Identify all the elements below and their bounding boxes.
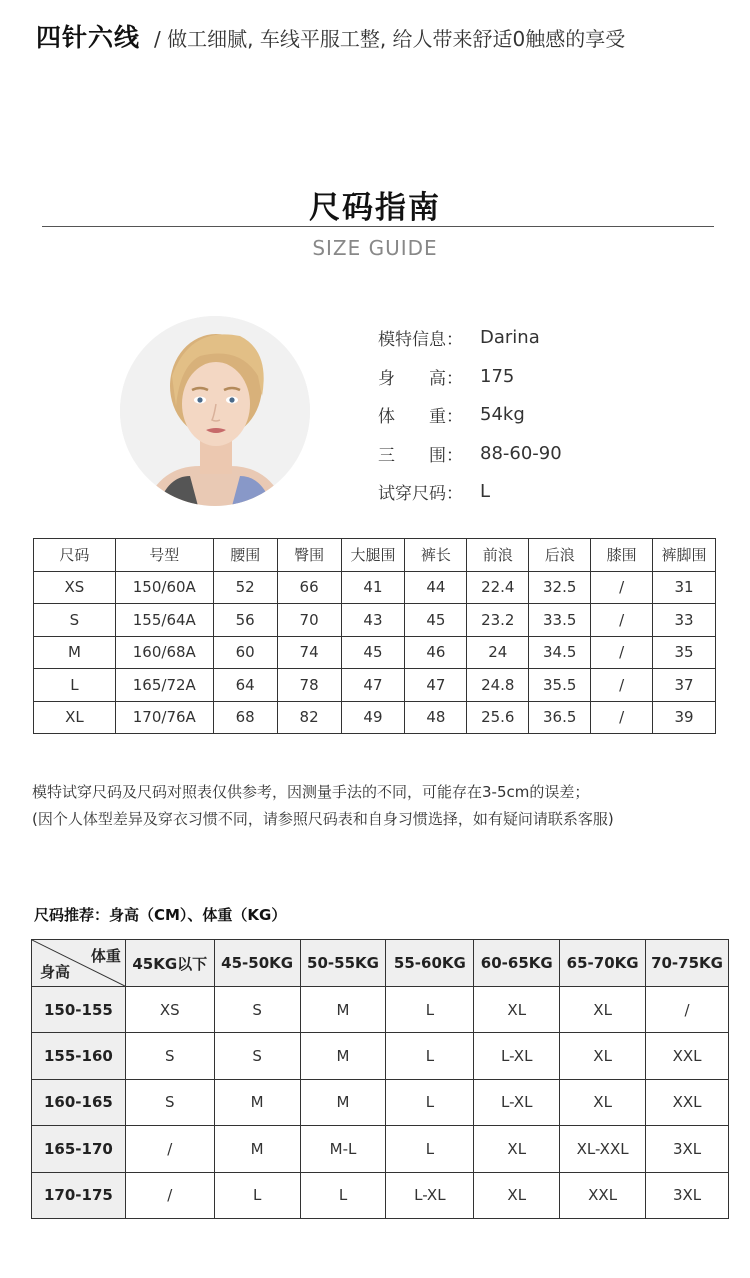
table-cell: 46 [405,636,467,669]
height-axis-label: 身高 [40,963,71,981]
size-chart-table [33,538,716,734]
table-cell: 35.5 [529,669,591,702]
table-cell: XL [560,987,646,1033]
table-cell: L-XL [474,1033,560,1079]
table-cell: 22.4 [467,571,529,604]
table-cell: L [386,987,474,1033]
table-cell: 44 [405,571,467,604]
height-row-header: 170-175 [32,1172,126,1218]
size-chart-header: 大腿围 [341,539,405,572]
size-chart-header: 前浪 [467,539,529,572]
table-cell: 155/64A [115,604,213,637]
header-strong: 四针六线 [36,23,141,52]
table-cell: 3XL [646,1126,729,1172]
table-cell: M [300,1033,386,1079]
size-chart-header-row [34,539,716,572]
size-guide-subtitle: SIZE GUIDE [312,236,438,260]
header-line [36,18,625,54]
corner-header-cell [32,940,126,987]
table-cell: 60 [213,636,277,669]
size-chart-header: 裤长 [405,539,467,572]
table-cell: 24.8 [467,669,529,702]
weight-column-header: 45-50KG [214,940,300,987]
table-cell: 33 [653,604,716,637]
table-cell: / [125,1126,214,1172]
table-cell: M [214,1079,300,1125]
model-info-key: 模特信息： [378,330,463,350]
table-cell: 41 [341,571,405,604]
table-cell: 34.5 [529,636,591,669]
table-row [34,669,716,702]
title-divider [42,226,714,227]
table-row [34,701,716,734]
table-cell: M [300,987,386,1033]
table-cell: 32.5 [529,571,591,604]
table-cell: / [591,701,653,734]
disclaimer-line-2: (因个人体型差异及穿衣习惯不同，请参照尺码表和自身习惯选择，如有疑问请联系客服) [32,810,614,828]
table-row [34,571,716,604]
table-cell: / [591,571,653,604]
table-cell: / [591,604,653,637]
size-chart-header: 臀围 [277,539,341,572]
table-row [32,1172,729,1218]
table-cell: L [214,1172,300,1218]
table-cell: S [214,1033,300,1079]
table-cell: L-XL [386,1172,474,1218]
table-cell: M-L [300,1126,386,1172]
model-portrait-image [120,316,310,506]
table-cell: XS [34,571,116,604]
table-cell: 68 [213,701,277,734]
table-cell: L [386,1033,474,1079]
table-cell: XXL [646,1079,729,1125]
table-cell: 78 [277,669,341,702]
model-info-value: 175 [480,365,515,387]
model-info-key: 试穿尺码： [378,484,463,504]
table-cell: 165/72A [115,669,213,702]
table-cell: 160/68A [115,636,213,669]
table-cell: / [591,669,653,702]
table-cell: S [125,1079,214,1125]
disclaimer-line-1: 模特试穿尺码及尺码对照表仅供参考，因测量手法的不同，可能存在3-5cm的误差； [32,783,590,801]
table-cell: S [125,1033,214,1079]
table-cell: L-XL [474,1079,560,1125]
table-cell: 47 [405,669,467,702]
weight-column-header: 55-60KG [386,940,474,987]
table-cell: L [34,669,116,702]
table-cell: S [34,604,116,637]
table-row [32,1033,729,1079]
table-cell: 3XL [646,1172,729,1218]
table-cell: XL [474,987,560,1033]
table-cell: 45 [405,604,467,637]
table-cell: 25.6 [467,701,529,734]
table-row [32,1126,729,1172]
model-info-value: Darina [480,327,540,348]
table-cell: L [386,1079,474,1125]
size-chart-header: 裤脚围 [653,539,716,572]
table-row [34,604,716,637]
model-info-value: 88-60-90 [480,442,562,464]
weight-axis-label: 体重 [90,947,121,965]
recommendation-header-row [32,940,729,987]
table-cell: XXL [560,1172,646,1218]
size-chart-header: 后浪 [529,539,591,572]
table-cell: XL [474,1172,560,1218]
weight-column-header: 65-70KG [560,940,646,987]
table-cell: 39 [653,701,716,734]
table-cell: 64 [213,669,277,702]
table-row [32,1079,729,1125]
table-cell: 37 [653,669,716,702]
height-row-header: 160-165 [32,1079,126,1125]
header-description: / 做工细腻, 车线平服工整, 给人带来舒适0触感的享受 [154,27,626,51]
model-info-key: 三 围： [378,445,463,466]
table-cell: 31 [653,571,716,604]
model-photo [120,316,310,506]
table-cell: / [646,987,729,1033]
table-cell: XL [34,701,116,734]
size-recommendation-table [31,939,729,1219]
table-cell: XL-XXL [560,1126,646,1172]
table-cell: M [300,1079,386,1125]
weight-column-header: 50-55KG [300,940,386,987]
table-row [32,987,729,1033]
table-cell: / [125,1172,214,1218]
size-chart-header: 号型 [115,539,213,572]
weight-column-header: 45KG以下 [125,940,214,987]
table-cell: 45 [341,636,405,669]
weight-column-header: 60-65KG [474,940,560,987]
table-cell: 23.2 [467,604,529,637]
table-cell: 35 [653,636,716,669]
table-cell: 74 [277,636,341,669]
table-cell: XL [560,1033,646,1079]
table-row [34,636,716,669]
table-cell: XXL [646,1033,729,1079]
table-cell: XL [474,1126,560,1172]
table-cell: 70 [277,604,341,637]
table-cell: 82 [277,701,341,734]
model-info-value: L [480,481,491,502]
table-cell: 48 [405,701,467,734]
table-cell: 52 [213,571,277,604]
height-row-header: 150-155 [32,987,126,1033]
table-cell: 66 [277,571,341,604]
corner-header [32,940,125,986]
model-info-key: 体 重： [378,407,463,427]
table-cell: 36.5 [529,701,591,734]
table-cell: XL [560,1079,646,1125]
table-cell: 56 [213,604,277,637]
table-cell: L [300,1172,386,1218]
table-cell: 33.5 [529,604,591,637]
table-cell: S [214,987,300,1033]
table-cell: M [214,1126,300,1172]
table-cell: 24 [467,636,529,669]
size-chart-header: 膝围 [591,539,653,572]
height-row-header: 165-170 [32,1126,126,1172]
table-cell: 170/76A [115,701,213,734]
model-info-key: 身 高： [378,368,463,389]
table-cell: XS [125,987,214,1033]
table-cell: 49 [341,701,405,734]
height-row-header: 155-160 [32,1033,126,1079]
table-cell: 150/60A [115,571,213,604]
size-guide-title: 尺码指南 [309,190,441,226]
size-chart-header: 尺码 [34,539,116,572]
model-info-value: 54kg [480,404,525,425]
size-chart-header: 腰围 [213,539,277,572]
weight-column-header: 70-75KG [646,940,729,987]
table-cell: L [386,1126,474,1172]
recommendation-title: 尺码推荐：身高（CM）、体重（KG） [34,906,287,924]
table-cell: 47 [341,669,405,702]
table-cell: M [34,636,116,669]
table-cell: 43 [341,604,405,637]
table-cell: / [591,636,653,669]
